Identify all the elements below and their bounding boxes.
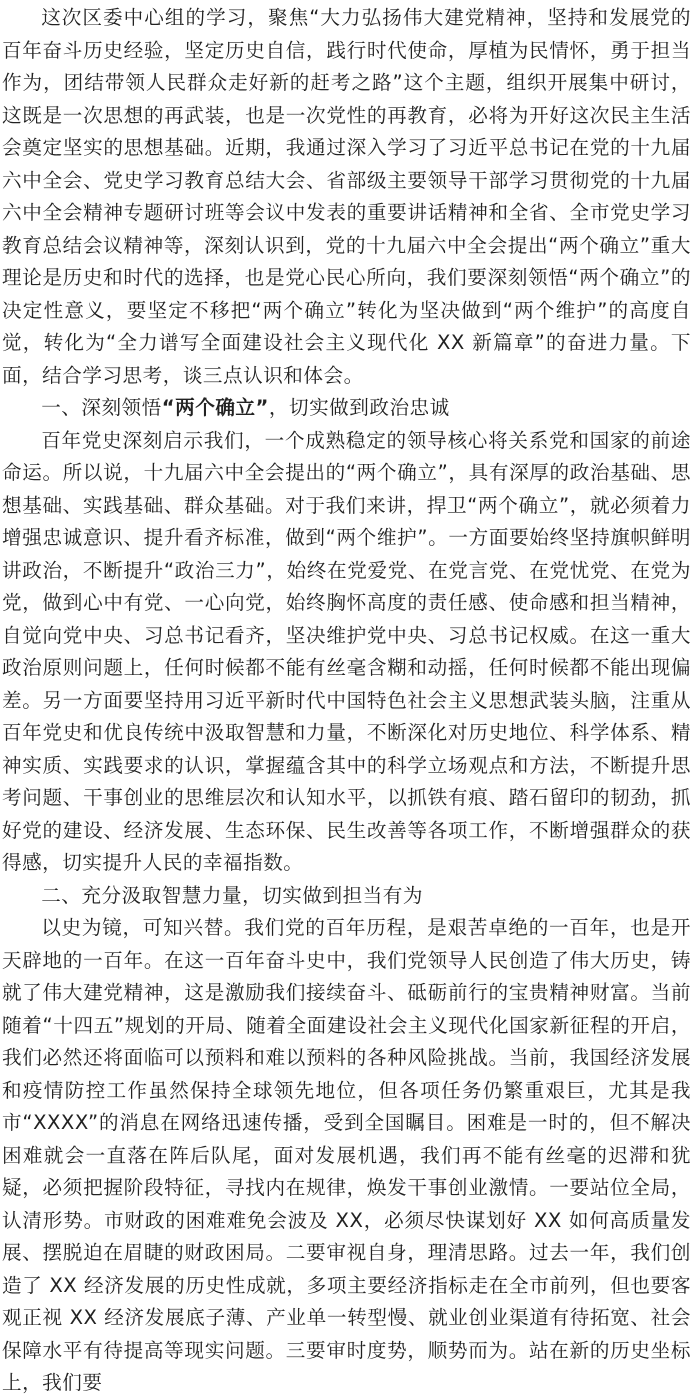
section-2-paragraph: 以史为镜，可知兴替。我们党的百年历程，是艰苦卓绝的一百年，也是开天辟地的一百年。在这一百年奋斗史中，我们党领导人民创造了伟大历史，铸就了伟大建党精神，这是激励我们接续奋斗、砥砺前行的宝贵精神财富。当前随着“十四五”规划的开局、随着全面建设社会主义现代化国家新征程的开启，我们必然还将面临可以预料和难以预料的各种风险挑战。当前，我国经济发展和疫情防控工作虽然保持全球领先地位，但各项任务仍繁重艰巨，尤其是我市“XXXX”的消息在网络迅速传播，受到全国瞩目。困难是一时的，但不解决困难就会一直落在阵后队尾，面对发展机遇，我们再不能有丝毫的迟滞和犹疑，必须把握阶段特征，寻找内在规律，焕发干事创业激情。一要站位全局，认清形势。市财政的困难难免会波及 XX，必须尽快谋划好 XX 如何高质量发展、摆脱迫在眉睫的财政困局。二要审视自身，理清思路。过去一年，我们创造了 XX 经济发展的历史性成就，多项主要经济指标走在全市前列，但也要客观正视 XX 经济发展底子薄、产业单一转型慢、就业创业渠道有待拓宽、社会保障水平有待提高等现实问题。三要审时度势，顺势而为。站在新的历史坐标上，我们要 [2, 916, 691, 1394]
section-heading-1-suffix: ，切实做到政治忠诚 [268, 396, 450, 419]
section-heading-2: 二、充分汲取智慧力量，切实做到担当有为 [41, 883, 423, 907]
section-heading-1-emphasis: “两个确立” [161, 396, 269, 419]
section-1-paragraph: 百年党史深刻启示我们，一个成熟稳定的领导核心将关系党和国家的前途命运。所以说，十九届六中全会提出的“两个确立”，具有深厚的政治基础、思想基础、实践基础、群众基础。对于我们来讲，捍卫“两个确立”，就必须着力增强忠诚意识、提升看齐标准，做到“两个维护”。一方面要始终坚持旗帜鲜明讲政治，不断提升“政治三力”，始终在党爱党、在党言党、在党忧党、在党为党，做到心中有党、一心向党，始终胸怀高度的责任感、使命感和担当精神，自觉向党中央、习总书记看齐，坚决维护党中央、习总书记权威。在这一重大政治原则问题上，任何时候都不能有丝毫含糊和动摇，任何时候都不能出现偏差。另一方面要坚持用习近平新时代中国特色社会主义思想武装头脑，注重从百年党史和优良传统中汲取智慧和力量，不断深化对历史地位、科学体系、精神实质、实践要求的认识，掌握蕴含其中的科学立场观点和方法，不断提升思考问题、干事创业的思维层次和认知水平，以抓铁有痕、踏石留印的韧劲，抓好党的建设、经济发展、生态环保、民生改善等各项工作，不断增强群众的获得感，切实提升人民的幸福指数。 [2, 428, 691, 874]
intro-paragraph: 这次区委中心组的学习，聚焦“大力弘扬伟大建党精神，坚持和发展党的百年奋斗历史经验，坚定历史自信，践行时代使命，厚植为民情怀，勇于担当作为，团结带领人民群众走好新的赶考之路”这个主题，组织开展集中研讨，这既是一次思想的再武装，也是一次党性的再教育，必将为开好这次民主生活会奠定坚实的思想基础。近期，我通过深入学习了习近平总书记在党的十九届六中全会、党史学习教育总结大会、省部级主要领导干部学习贯彻党的十九届六中全会精神专题研讨班等会议中发表的重要讲话精神和全省、全市党史学习教育总结会议精神等，深刻认识到，党的十九届六中全会提出“两个确立”重大理论是历史和时代的选择，也是党心民心所向，我们要深刻领悟“两个确立”的决定性意义，要坚定不移把“两个确立”转化为坚决做到“两个维护”的高度自觉，转化为“全力谱写全面建设社会主义现代化 XX 新篇章”的奋进力量。下面，结合学习思考，谈三点认识和体会。 [2, 6, 691, 387]
section-heading-1-prefix: 一、深刻领悟 [41, 396, 162, 419]
section-heading-1 [2, 392, 691, 425]
